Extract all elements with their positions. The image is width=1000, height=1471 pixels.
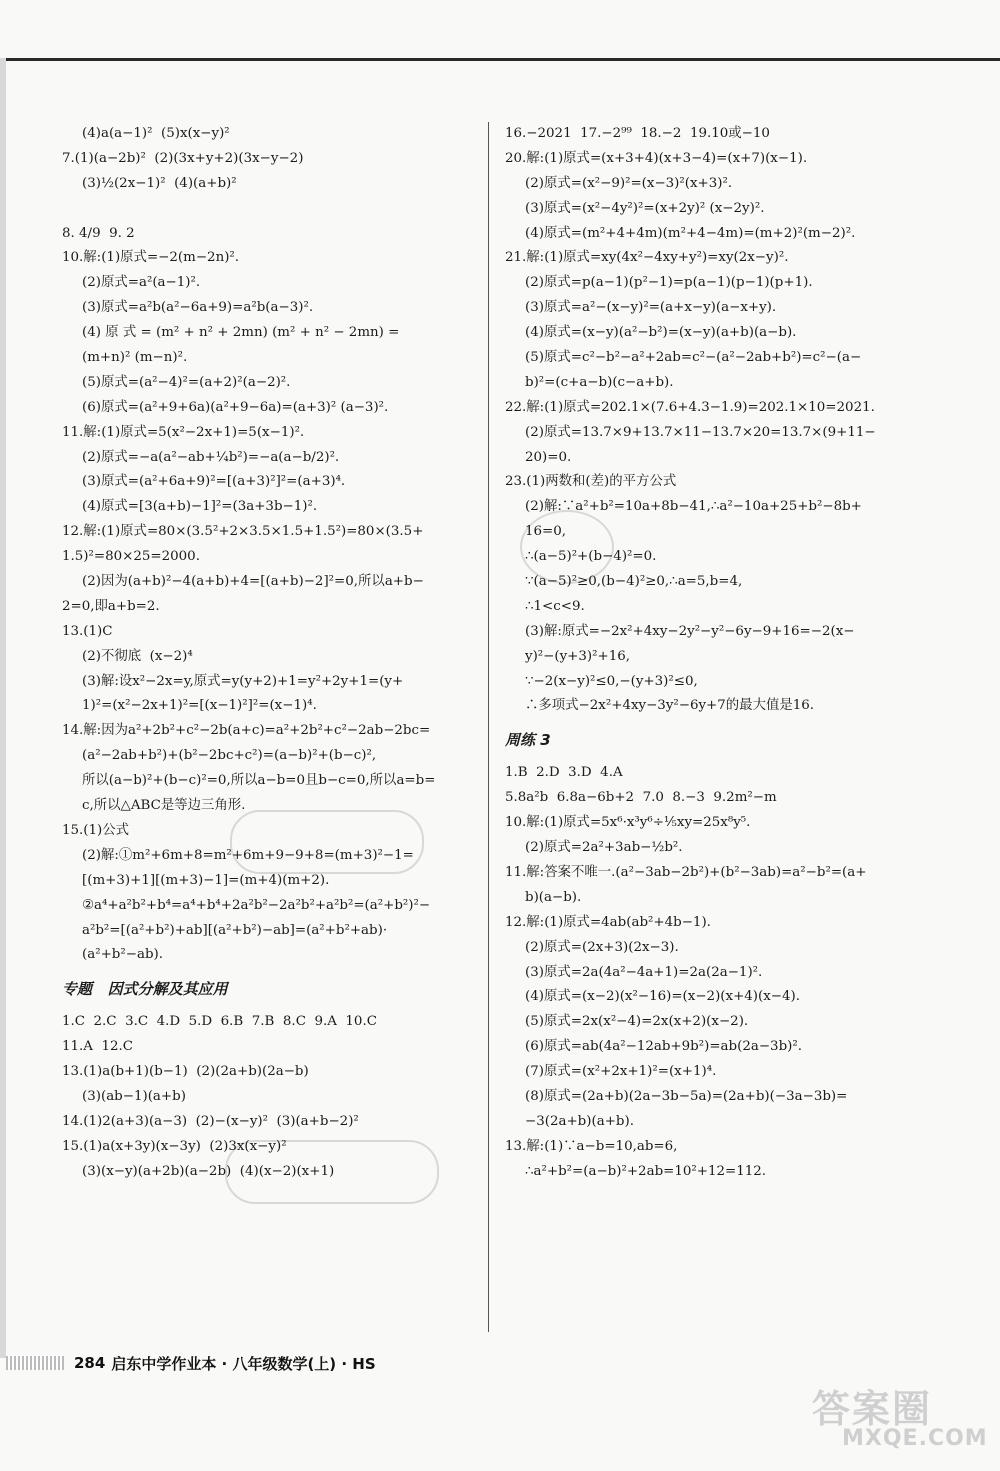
answer-line: ∴多项式−2x²+4xy−3y²−6y+7的最大值是16. [525,698,815,714]
answer-line: y)²−(y+3)²+16, [525,648,631,664]
answer-line: (5)原式=(a²−4)²=(a+2)²(a−2)². [82,374,291,390]
answer-line: (4)原式=(x−2)(x²−16)=(x−2)(x+4)(x−4). [525,989,801,1005]
footer-pattern [6,1356,64,1370]
answer-line: ∴1<c<9. [525,598,585,614]
answer-line: (3)解:设x²−2x=y,原式=y(y+2)+1=y²+2y+1=(y+ [82,673,404,689]
right-column [505,122,925,1185]
answer-line: 13.(1)a(b+1)(b−1) (2)(2a+b)(2a−b) [62,1064,309,1080]
answer-line: (a²−2ab+b²)+(b²−2bc+c²)=(a−b)²+(b−c)², [82,748,377,764]
top-rule [0,58,1000,61]
answer-line: 13.解:(1)∵a−b=10,ab=6, [505,1138,678,1154]
watermark-logo [812,1378,987,1458]
answer-line: 11.A 12.C [62,1039,134,1055]
answer-line: (3)解:原式=−2x²+4xy−2y²−y²−6y−9+16=−2(x− [525,623,855,639]
answer-line: (6)原式=(a²+9+6a)(a²+9−6a)=(a+3)² (a−3)². [82,399,389,415]
answer-line: (2)原式=(x²−9)²=(x−3)²(x+3)². [525,175,733,191]
answer-line: (3)原式=a²−(x−y)²=(a+x−y)(a−x+y). [525,300,777,316]
answer-line: (3)原式=(a²+6a+9)²=[(a+3)²]²=(a+3)⁴. [82,474,346,490]
answer-line: 11.解:(1)原式=5(x²−2x+1)=5(x−1)². [62,424,305,440]
answer-line: 16.−2021 17.−2⁹⁹ 18.−2 19.10或−10 [505,126,770,141]
answer-line: (3)(x−y)(a+2b)(a−2b) (4)(x−2)(x+1) [82,1163,335,1179]
answer-line: (6)原式=ab(4a²−12ab+9b²)=ab(2a−3b)². [525,1039,802,1055]
answer-line: ∵(a−5)²≥0,(b−4)²≥0,∴a=5,b=4, [525,574,743,590]
answer-line: c,所以△ABC是等边三角形. [82,798,246,814]
answer-line: ∴(a−5)²+(b−4)²=0. [525,549,657,565]
answer-line: 20)=0. [525,449,572,465]
answer-line: (4)原式=(x−y)(a²−b²)=(x−y)(a+b)(a−b). [525,325,797,341]
answer-line: (4)a(a−1)² (5)x(x−y)² [82,126,230,141]
answer-line: (7)原式=(x²+2x+1)²=(x+1)⁴. [525,1064,717,1080]
answer-line: 12.解:(1)原式=80×(3.5²+2×3.5×1.5+1.5²)=80×(3.5+ [62,524,424,540]
answer-line: (5)原式=c²−b²−a²+2ab=c²−(a²−2ab+b²)=c²−(a− [525,350,862,366]
answer-line: 13.(1)C [62,623,113,639]
answer-line: 16=0, [525,524,567,540]
answer-line: 1.C 2.C 3.C 4.D 5.D 6.B 7.B 8.C 9.A 10.C [62,1014,377,1030]
answer-line: (2)原式=a²(a−1)². [82,275,201,291]
answer-line: 所以(a−b)²+(b−c)²=0,所以a−b=0且b−c=0,所以a=b= [82,773,436,789]
answer-line: (2)原式=2a²+3ab−½b². [525,840,683,856]
answer-line: (3)½(2x−1)² (4)(a+b)² [82,175,237,191]
answer-line: ②a⁴+a²b²+b⁴=a⁴+b⁴+2a²b²−2a²b²+a²b²=(a²+b²)²− [82,897,431,913]
page-footer [6,1348,376,1378]
answer-line: 5.8a²b 6.8a−6b+2 7.0 8.−3 9.2m²−m [505,790,777,806]
answer-line: 10.解:(1)原式=5x⁶·x³y⁶÷⅕xy=25x⁸y⁵. [505,815,751,831]
answer-line: (2)因为(a+b)²−4(a+b)+4=[(a+b)−2]²=0,所以a+b− [82,574,424,590]
answer-line: (m+n)² (m−n)². [82,350,188,366]
answer-line: 23.(1)两数和(差)的平方公式 [505,474,677,490]
answer-line: (4)原式=[3(a+b)−1]²=(3a+3b−1)². [82,499,318,515]
binding-edge [0,58,6,1358]
answer-line: 10.解:(1)原式=−2(m−2n)². [62,250,240,266]
answer-line: (2)原式=p(a−1)(p²−1)=p(a−1)(p−1)(p+1). [525,275,813,291]
answer-line: (8)原式=(2a+b)(2a−3b−5a)=(2a+b)(−3a−3b)= [525,1088,848,1104]
answer-line: (2)原式=(2x+3)(2x−3). [525,939,679,955]
answer-line: 20.解:(1)原式=(x+3+4)(x+3−4)=(x+7)(x−1). [505,150,808,166]
answer-line: ∵−2(x−y)²≤0,−(y+3)²≤0, [525,673,698,689]
answer-line: (3)原式=2a(4a²−4a+1)=2a(2a−1)². [525,964,763,980]
answer-line: 22.解:(1)原式=202.1×(7.6+4.3−1.9)=202.1×10=2021. [505,399,875,415]
answer-line: 1)²=(x²−2x+1)²=[(x−1)²]²=(x−1)⁴. [82,698,317,714]
column-divider [488,122,489,1332]
answer-line: 21.解:(1)原式=xy(4x²−4xy+y²)=xy(2x−y)². [505,250,789,266]
answer-line: 7.(1)(a−2b)² (2)(3x+y+2)(3x−y−2) [62,150,304,166]
left-column [62,122,482,1185]
answer-line: (2)原式=13.7×9+13.7×11−13.7×20=13.7×(9+11− [525,424,876,440]
answer-line: −3(2a+b)(a+b). [525,1113,634,1129]
answer-line: [(m+3)+1][(m+3)−1]=(m+4)(m+2). [82,872,330,888]
answer-line: (2)解:①m²+6m+8=m²+6m+9−9+8=(m+3)²−1= [82,847,414,863]
answer-line: a²b²=[(a²+b²)+ab][(a²+b²)−ab]=(a²+b²+ab)· [82,922,388,938]
answer-line: 8. 4/9 9. 2 [62,225,135,241]
page-number: 284 [74,1354,106,1372]
section-heading: 专题 因式分解及其应用 [62,980,228,999]
answer-line: (4)原式=(m²+4+4m)(m²+4−4m)=(m+2)²(m−2)². [525,225,856,241]
answer-line: 12.解:(1)原式=4ab(ab²+4b−1). [505,914,711,930]
answer-line: 1.5)²=80×25=2000. [62,549,200,565]
answer-line: b)²=(c+a−b)(c−a+b). [525,374,674,390]
answer-line: (4) 原 式 = (m² + n² + 2mn) (m² + n² − 2mn) = [82,325,400,341]
answer-line: (2)解:∵a²+b²=10a+8b−41,∴a²−10a+25+b²−8b+ [525,499,862,515]
answer-line: ∴a²+b²=(a−b)²+2ab=10²+12=112. [525,1163,767,1179]
answer-line [62,197,482,222]
section-heading: 周练 3 [505,731,551,750]
answer-line: 11.解:答案不唯一.(a²−3ab−2b²)+(b²−3ab)=a²−b²=(a+ [505,864,867,880]
answer-line: (2)原式=−a(a²−ab+¼b²)=−a(a−b/2)². [82,449,340,465]
watermark-main: 答案圈 [812,1387,933,1431]
answer-line: 14.(1)2(a+3)(a−3) (2)−(x−y)² (3)(a+b−2)² [62,1113,359,1129]
answer-line: 15.(1)公式 [62,822,130,838]
answer-line: 15.(1)a(x+3y)(x−3y) (2)3x(x−y)² [62,1138,287,1154]
answer-line: (a²+b²−ab). [82,947,163,963]
watermark-sub: MXQE.COM [842,1426,988,1451]
answer-line: (3)(ab−1)(a+b) [82,1088,186,1104]
answer-line: (2)不彻底 (x−2)⁴ [82,648,193,664]
answer-line: 1.B 2.D 3.D 4.A [505,765,623,781]
answer-line: 2=0,即a+b=2. [62,598,160,614]
answer-line: (5)原式=2x(x²−4)=2x(x+2)(x−2). [525,1014,749,1030]
book-title: 启东中学作业本 · 八年级数学(上) · HS [111,1354,376,1373]
answer-line: 14.解:因为a²+2b²+c²−2b(a+c)=a²+2b²+c²−2ab−2bc= [62,723,431,739]
answer-line: (3)原式=a²b(a²−6a+9)=a²b(a−3)². [82,300,314,316]
answer-line: b)(a−b). [525,889,582,905]
answer-line: (3)原式=(x²−4y²)²=(x+2y)² (x−2y)². [525,200,765,216]
